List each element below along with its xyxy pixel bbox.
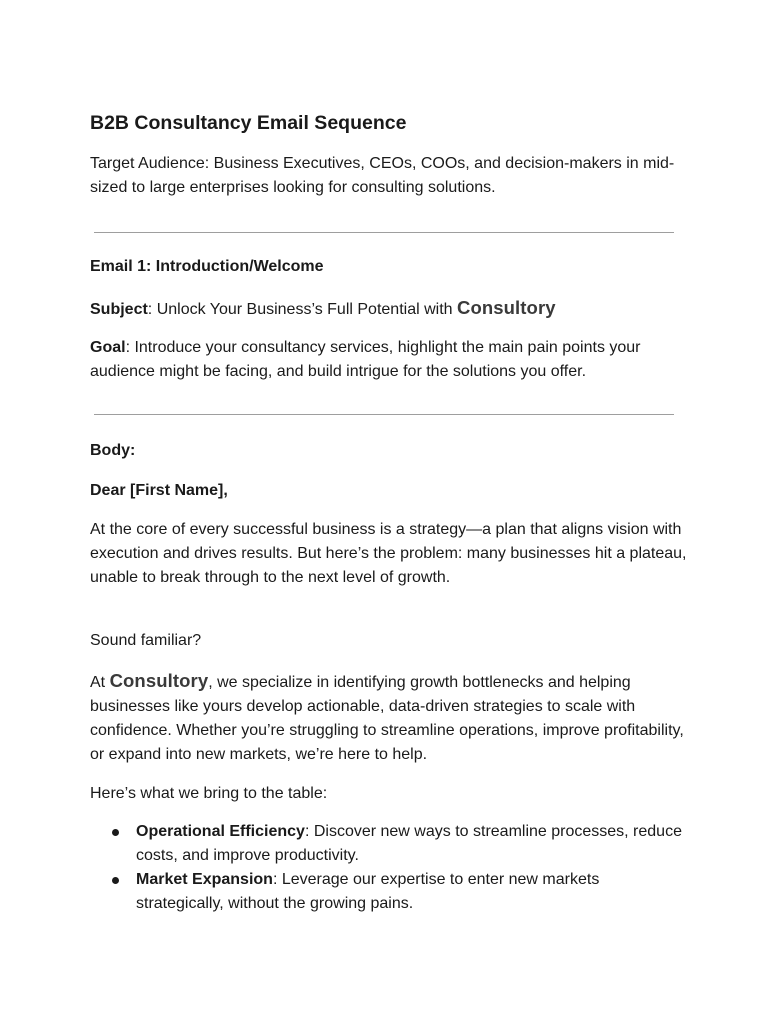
para3-suffix: , we specialize in identifying growth bottlenecks and helping businesses like yours develop actionable, data-driven strategies to scale with confidence. Whether you’re struggling to streamline operations, improve profitability, or expand into new markets, we’re here to help. <box>90 674 684 763</box>
greeting: Dear [First Name], <box>90 482 228 499</box>
subject-line <box>90 296 690 322</box>
benefits-list <box>90 820 690 916</box>
target-audience-paragraph: Target Audience: Business Executives, CEOs, COOs, and decision-makers in mid-sized to large enterprises looking for consulting solutions. <box>90 155 675 196</box>
brand-name: Consultory <box>109 670 209 691</box>
bullet-label: Market Expansion <box>136 871 273 888</box>
document-title: B2B Consultancy Email Sequence <box>90 112 407 134</box>
list-item <box>90 868 690 916</box>
body-paragraph-3 <box>90 669 690 767</box>
body-paragraph-2: Sound familiar? <box>90 632 202 649</box>
goal-text: : Introduce your consultancy services, highlight the main pain points your audience might be facing, and build intrigue for the solutions you offer. <box>90 339 641 380</box>
body-paragraph-1: At the core of every successful business is a strategy—a plan that aligns vision with execution and drives results. But here’s the problem: many businesses hit a plateau, unable to break through to the next level of growth. <box>90 521 687 586</box>
goal-label: Goal <box>90 339 126 356</box>
divider <box>94 414 674 415</box>
bullet-dot-icon <box>112 829 119 836</box>
body-label: Body: <box>90 442 136 459</box>
email1-heading: Email 1: Introduction/Welcome <box>90 258 324 275</box>
bullet-text: : Discover new ways to streamline processes, reduce costs, and improve productivity. <box>136 823 682 864</box>
list-item <box>90 820 690 868</box>
bullet-label: Operational Efficiency <box>136 823 305 840</box>
subject-label: Subject <box>90 301 148 318</box>
divider <box>94 232 674 233</box>
body-paragraph-4: Here’s what we bring to the table: <box>90 785 328 802</box>
subject-text: : Unlock Your Business’s Full Potential with <box>147 301 457 318</box>
para3-prefix: At <box>90 674 110 691</box>
goal-paragraph <box>90 336 690 384</box>
brand-name: Consultory <box>457 297 556 318</box>
bullet-text: : Leverage our expertise to enter new markets strategically, without the growing pains. <box>136 871 600 912</box>
bullet-dot-icon <box>112 877 119 884</box>
